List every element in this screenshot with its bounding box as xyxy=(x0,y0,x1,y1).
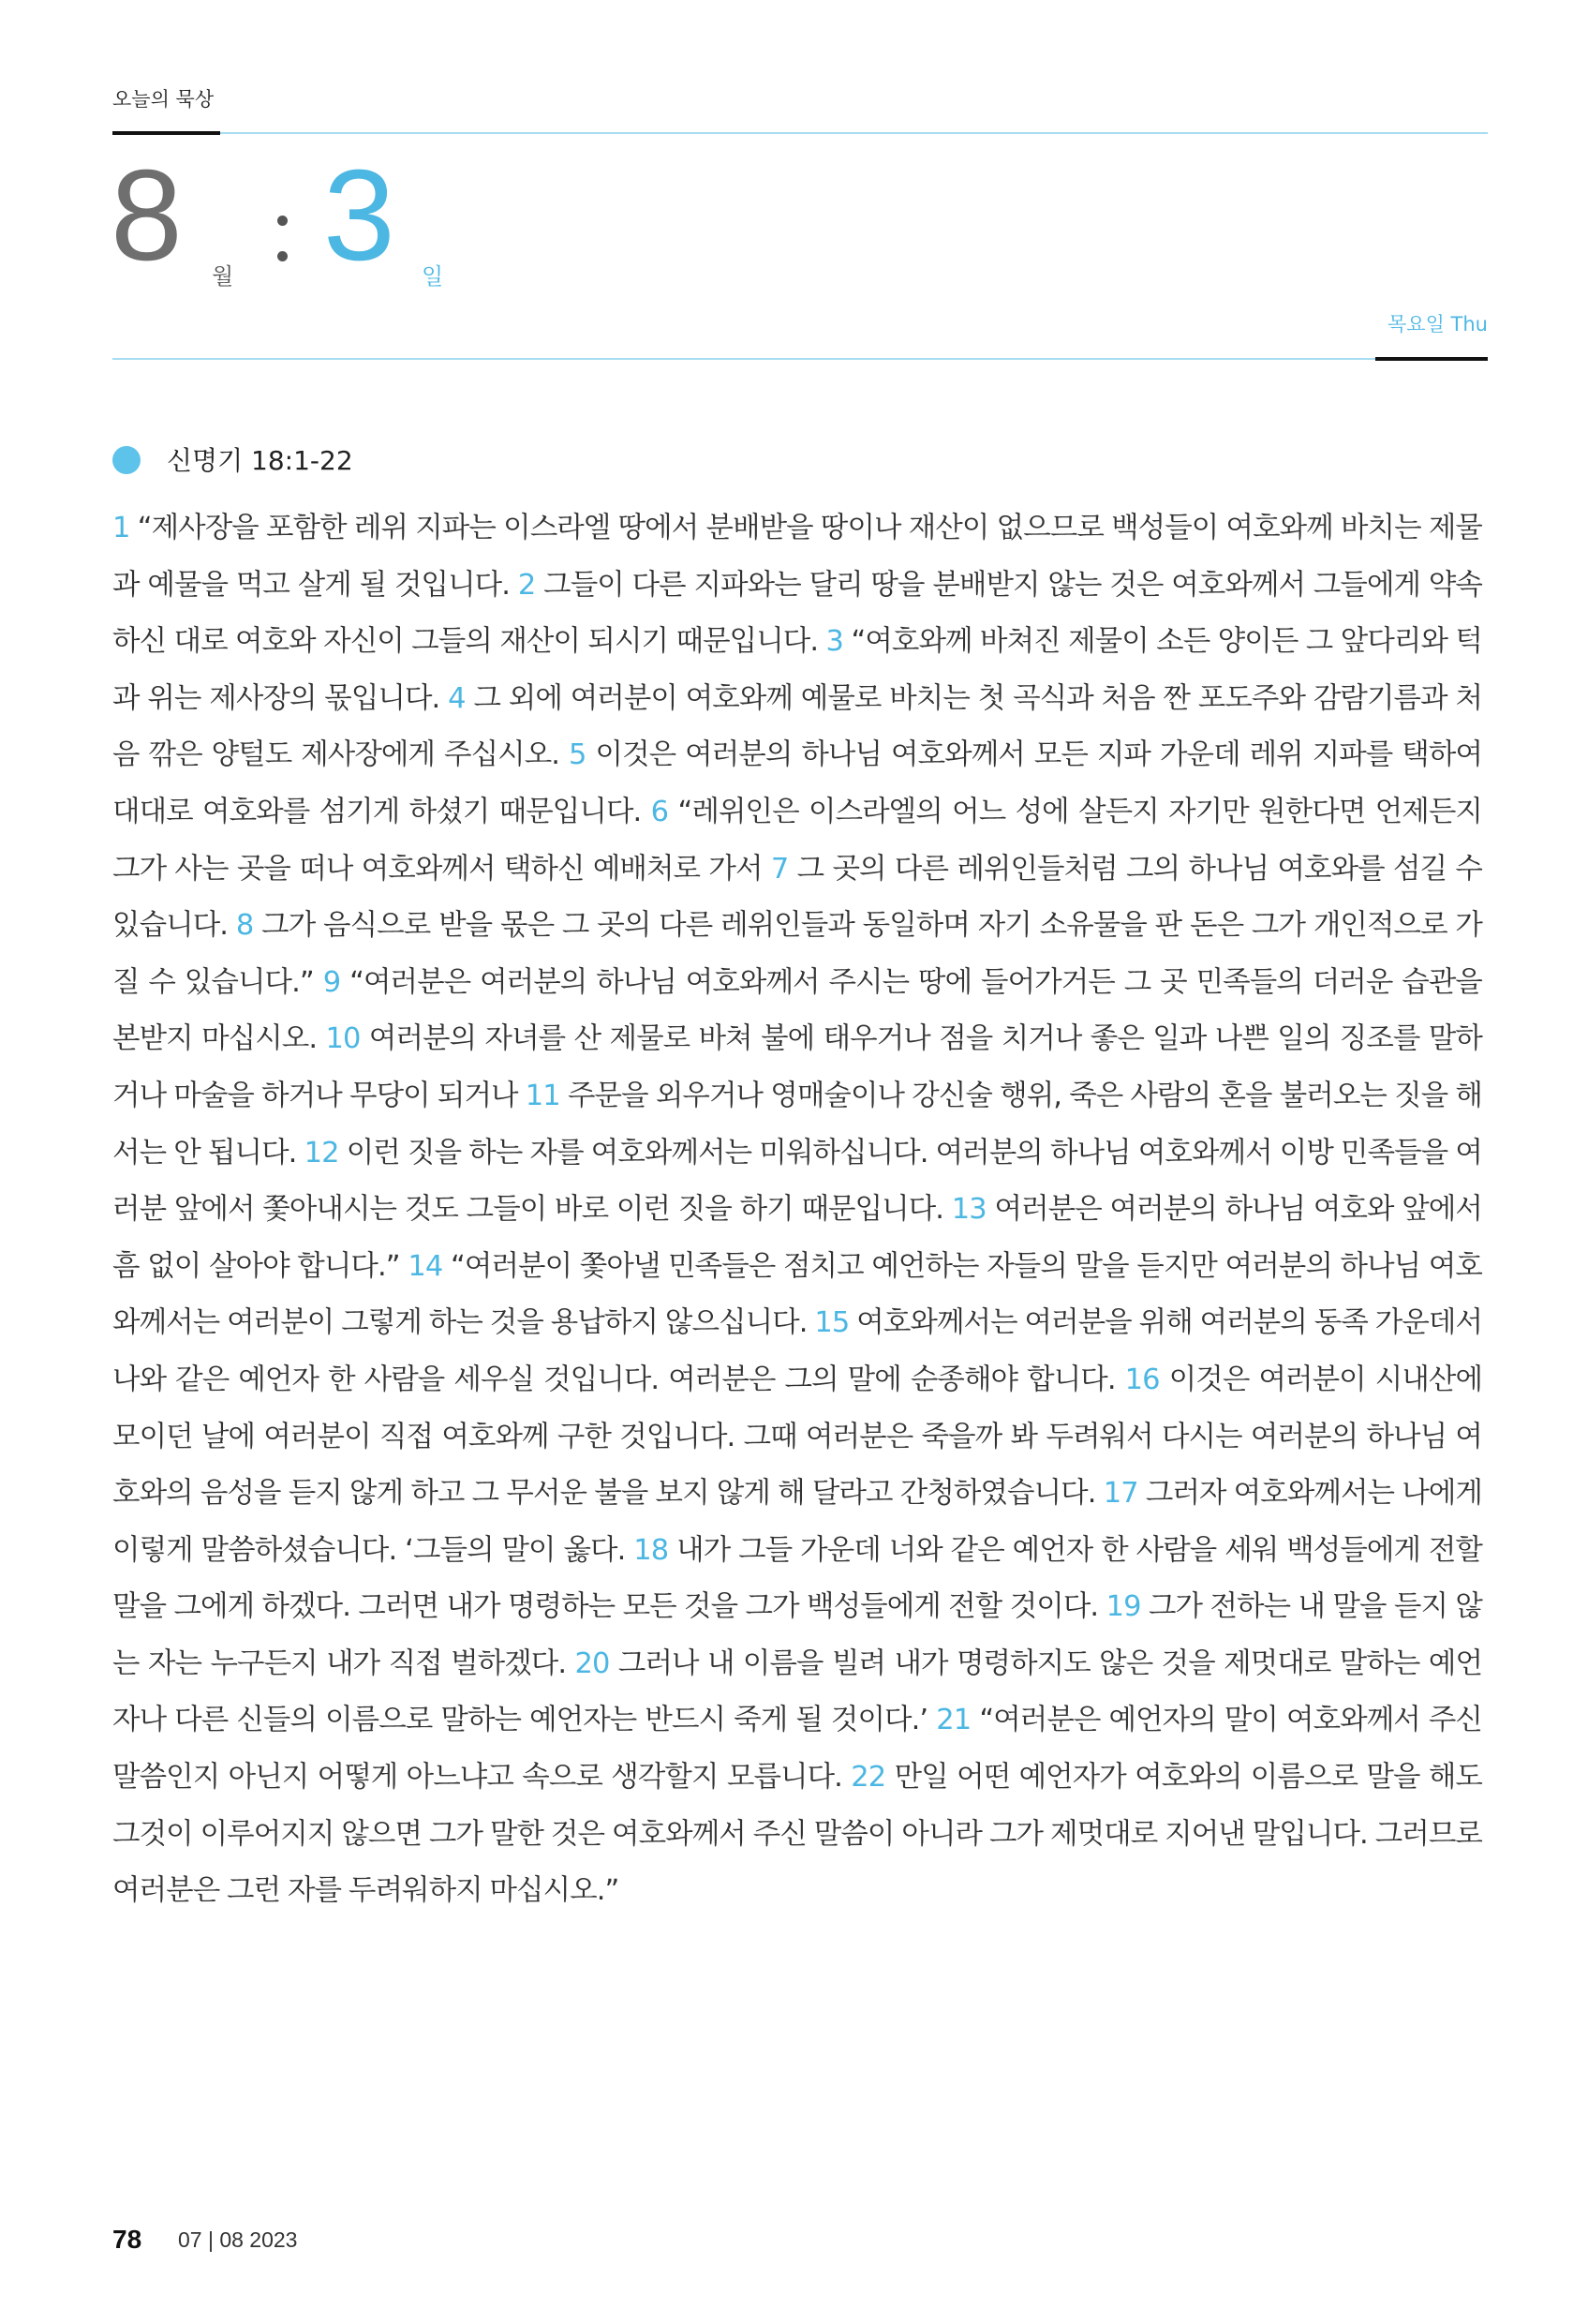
verse-text: 그러자 여호와께서는 나에게 이렇게 말씀하셨습니다. ‘그들의 말이 옳다. xyxy=(112,1477,1482,1567)
verse-number: 11 xyxy=(525,1079,560,1112)
verse-number: 20 xyxy=(574,1646,610,1680)
verse-text: 이것은 여러분의 하나님 여호와께서 모든 지파 가운데 레위 지파를 택하여 대대로 여호와를 섬기게 하셨기 때문입니다. xyxy=(112,738,1483,828)
verse-text: 그가 음식으로 받을 몫은 그 곳의 다른 레위인들과 동일하며 자기 소유물을 판 돈은 그가 개인적으로 가질 수 있습니다.” xyxy=(112,909,1482,999)
day-number: 3 xyxy=(323,143,395,288)
verse-number: 10 xyxy=(325,1022,361,1056)
verse-text: 그들이 다른 지파와는 달리 땅을 분배받지 않는 것은 여호와께서 그들에게 약속하신 대로 여호와 자신이 그들의 재산이 되시기 때문입니다. xyxy=(112,568,1482,659)
verse-number: 7 xyxy=(770,852,789,886)
issue-date: 07 | 08 2023 xyxy=(178,2227,298,2252)
verse-number: 15 xyxy=(814,1306,850,1340)
verse-text: 내가 그들 가운데 너와 같은 예언자 한 사람을 세워 백성들에게 전할 말을 그에게 하겠다. 그러면 내가 명령하는 모든 것을 그가 백성들에게 전할 것이다. xyxy=(112,1533,1482,1624)
verse-text: 이런 짓을 하는 자를 여호와께서는 미워하십니다. 여러분의 하나님 여호와께서 이방 민족들을 여러분 앞에서 쫓아내시는 것도 그들이 바로 이런 짓을 하기 때문입니다. xyxy=(112,1136,1483,1227)
verse-number: 19 xyxy=(1106,1590,1141,1624)
verse-number: 18 xyxy=(633,1533,669,1567)
bullet-dot-icon xyxy=(112,446,141,474)
section-label: 오늘의 묵상 xyxy=(112,88,215,111)
verse-number: 2 xyxy=(517,568,536,602)
verse-text: 그가 전하는 내 말을 듣지 않는 자는 누구든지 내가 직접 벌하겠다. xyxy=(112,1590,1482,1680)
verse-number: 1 xyxy=(112,512,130,544)
verse-number: 3 xyxy=(825,625,844,659)
header-rule xyxy=(220,132,1488,134)
date-colon-dot-bottom xyxy=(277,251,288,261)
verse-text: “여러분은 예언자의 말이 여호와께서 주신 말씀인지 아닌지 어떻게 아느냐고 속으로 생각할지 모릅니다. xyxy=(112,1704,1482,1795)
verse-text: 여호와께서는 여러분을 위해 여러분의 동족 가운데서 나와 같은 예언자 한 사람을 세우실 것입니다. 여러분은 그의 말에 순종해야 합니다. xyxy=(112,1306,1483,1396)
verse-text: 여러분의 자녀를 산 제물로 바쳐 불에 태우거나 점을 치거나 좋은 일과 나쁜 일의 징조를 말하거나 마술을 하거나 무당이 되거나 xyxy=(112,1022,1482,1112)
date-colon-dot-top xyxy=(277,216,288,226)
passage-reference: 신명기 18:1-22 xyxy=(167,445,353,476)
verse-number: 4 xyxy=(448,681,466,715)
verse-number: 12 xyxy=(304,1136,339,1169)
verse-text: 그 곳의 다른 레위인들처럼 그의 하나님 여호와를 섬길 수 있습니다. xyxy=(112,852,1482,943)
weekday-label: 목요일 Thu xyxy=(1388,313,1488,335)
month-unit: 월 xyxy=(212,263,234,290)
date-rule-accent xyxy=(1375,357,1488,361)
verse-text: 여러분은 여러분의 하나님 여호와 앞에서 흠 없이 살아야 합니다.” xyxy=(112,1193,1482,1283)
scripture-text xyxy=(112,500,1482,1920)
verse-number: 8 xyxy=(235,909,254,943)
verse-text: “여호와께 바쳐진 제물이 소든 양이든 그 앞다리와 턱과 위는 제사장의 몫입니다. xyxy=(112,625,1482,715)
verse-text: 이것은 여러분이 시내산에 모이던 날에 여러분이 직접 여호와께 구한 것입니다. 그때 여러분은 죽을까 봐 두려워서 다시는 여러분의 하나님 여호와의 음성을 듣지 않게 하고 그 무서운 불을 보지 않게 해 달라고 간청하였습니다. xyxy=(112,1363,1483,1511)
verse-text: “여러분은 여러분의 하나님 여호와께서 주시는 땅에 들어가거든 그 곳 민족들의 더러운 습관을 본받지 마십시오. xyxy=(112,965,1482,1056)
verse-number: 22 xyxy=(851,1761,886,1795)
verse-number: 5 xyxy=(569,738,586,772)
verse-number: 13 xyxy=(951,1193,987,1227)
verse-number: 16 xyxy=(1124,1363,1160,1396)
header-rule-accent xyxy=(112,131,220,135)
day-unit: 일 xyxy=(422,263,444,290)
verse-text: “레위인은 이스라엘의 어느 성에 살든지 자기만 원한다면 언제든지 그가 사는 곳을 떠나 여호와께서 택하신 예배처로 가서 xyxy=(112,795,1482,886)
verse-text: “제사장을 포함한 레위 지파는 이스라엘 땅에서 분배받을 땅이나 재산이 없으므로 백성들이 여호와께 바치는 제물과 예물을 먹고 살게 될 것입니다. xyxy=(112,512,1482,602)
verse-number: 21 xyxy=(936,1704,972,1737)
page-number: 78 xyxy=(112,2225,142,2254)
verse-number: 9 xyxy=(322,965,341,999)
month-number: 8 xyxy=(111,143,183,288)
verse-text: 만일 어떤 예언자가 여호와의 이름으로 말을 해도 그것이 이루어지지 않으면 그가 말한 것은 여호와께서 주신 말씀이 아니라 그가 제멋대로 지어낸 말입니다. 그러므로 여러분은 그런 자를 두려워하지 마십시오.” xyxy=(112,1761,1482,1908)
date-rule xyxy=(112,358,1375,360)
verse-number: 17 xyxy=(1103,1477,1138,1511)
verse-text: “여러분이 쫓아낼 민족들은 점치고 예언하는 자들의 말을 듣지만 여러분의 하나님 여호와께서는 여러분이 그렇게 하는 것을 용납하지 않으십니다. xyxy=(112,1249,1482,1340)
verse-number: 14 xyxy=(408,1249,443,1283)
verse-text: 주문을 외우거나 영매술이나 강신술 행위, 죽은 사람의 혼을 불러오는 짓을 해서는 안 됩니다. xyxy=(112,1079,1482,1169)
verse-text: 그러나 내 이름을 빌려 내가 명령하지도 않은 것을 제멋대로 말하는 예언자나 다른 신들의 이름으로 말하는 예언자는 반드시 죽게 될 것이다.’ xyxy=(112,1646,1483,1737)
verse-text: 그 외에 여러분이 여호와께 예물로 바치는 첫 곡식과 처음 짠 포도주와 감람기름과 처음 깎은 양털도 제사장에게 주십시오. xyxy=(112,681,1483,772)
verse-number: 6 xyxy=(650,795,669,828)
